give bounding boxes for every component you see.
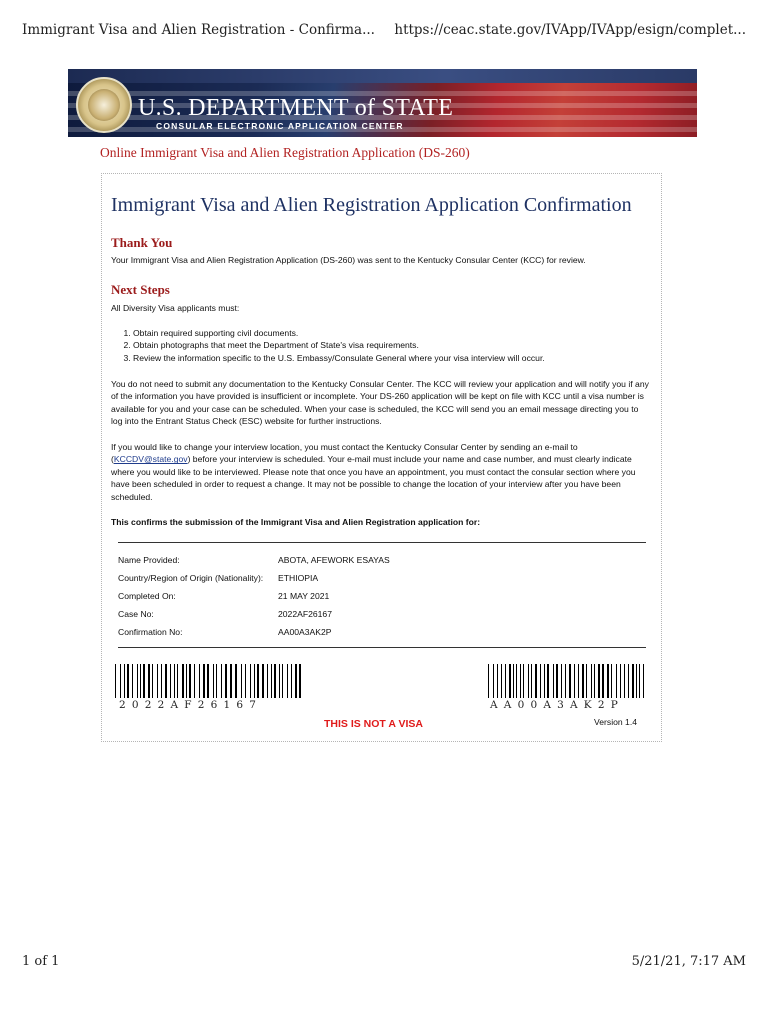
change-location-paragraph: If you would like to change your interview location, you must contact the Kentucky Consular Center by sending an e-mail to (KCCDV@state.gov) before your interview is scheduled. Your e-mail must include your name and case number, and must clearly indicate where you would like to be interviewed. Please note that once you have an appointment, you must contact the consular section where you have been scheduled in order to request a change. It may not be possible to change the location of your interview after you have been scheduled. bbox=[111, 442, 636, 502]
next-step-item: 3. Review the information specific to the U.S. Embassy/Consulate General where your visa interview will occur. bbox=[133, 352, 653, 364]
application-heading: Online Immigrant Visa and Alien Registration Application (DS-260) bbox=[100, 145, 470, 160]
print-datetime: 5/21/21, 7:17 AM bbox=[631, 954, 746, 969]
next-steps-list bbox=[121, 327, 653, 364]
not-a-visa-notice: THIS IS NOT A VISA bbox=[324, 718, 423, 730]
thank-you-heading: Thank You bbox=[111, 235, 173, 250]
detail-label: Country/Region of Origin (Nationality): bbox=[118, 573, 264, 583]
detail-row-case bbox=[118, 605, 646, 623]
next-step-item: 1. Obtain required supporting civil documents. bbox=[133, 327, 653, 339]
kcc-review-paragraph: You do not need to submit any documentation to the Kentucky Consular Center. The KCC will review your application and will notify you if any of the information you have provided is insufficient or incomplete. Your DS-260 application will be kept on file with KCC until a visa number is available for you and your case can be scheduled. When your case is scheduled, the KCC will send you an email message directing you to log into the Entrant Status Check (ESC) website for further instructions. bbox=[111, 379, 649, 427]
page-title: Immigrant Visa and Alien Registration Application Confirmation bbox=[111, 194, 632, 216]
detail-label: Confirmation No: bbox=[118, 627, 183, 637]
detail-value: AA00A3AK2P bbox=[278, 627, 332, 637]
department-of-state-banner bbox=[68, 69, 697, 137]
submission-confirms-text: This confirms the submission of the Immigrant Visa and Alien Registration application for: bbox=[111, 517, 481, 527]
detail-label: Completed On: bbox=[118, 591, 176, 601]
detail-value: ETHIOPIA bbox=[278, 573, 319, 583]
applicant-details-table bbox=[118, 551, 646, 641]
next-steps-heading: Next Steps bbox=[111, 282, 170, 297]
divider bbox=[118, 542, 646, 543]
next-step-item: 2. Obtain photographs that meet the Department of State's visa requirements. bbox=[133, 339, 653, 351]
detail-value: ABOTA, AFEWORK ESAYAS bbox=[278, 555, 390, 565]
confirmation-panel bbox=[101, 173, 662, 742]
detail-value: 2022AF26167 bbox=[278, 609, 332, 619]
print-page-title: Immigrant Visa and Alien Registration - Confirma... bbox=[22, 22, 375, 38]
version-label: Version 1.4 bbox=[594, 717, 637, 727]
page-count: 1 of 1 bbox=[22, 954, 60, 969]
detail-label: Case No: bbox=[118, 609, 154, 619]
department-of-state-seal-icon bbox=[76, 77, 132, 133]
case-number-barcode bbox=[115, 664, 301, 698]
print-page-url: https://ceac.state.gov/IVApp/IVApp/esign/complet... bbox=[394, 22, 746, 38]
banner-department-name: U.S. DEPARTMENT of STATE bbox=[138, 95, 454, 121]
thank-you-text: Your Immigrant Visa and Alien Registration Application (DS-260) was sent to the Kentucky Consular Center (KCC) for review. bbox=[111, 255, 586, 265]
confirmation-number-barcode bbox=[488, 664, 646, 698]
detail-row-name bbox=[118, 551, 646, 569]
print-footer bbox=[22, 954, 746, 974]
detail-label: Name Provided: bbox=[118, 555, 180, 565]
next-steps-intro: All Diversity Visa applicants must: bbox=[111, 303, 240, 313]
case-number-barcode-text: 2022AF26167 bbox=[119, 699, 263, 711]
kcc-email-link[interactable]: KCCDV@state.gov bbox=[113, 454, 188, 465]
confirmation-number-barcode-text: AA00A3AK2P bbox=[490, 699, 624, 711]
detail-row-completed bbox=[118, 587, 646, 605]
detail-value: 21 MAY 2021 bbox=[278, 591, 330, 601]
print-header bbox=[22, 18, 746, 40]
detail-row-nationality bbox=[118, 569, 646, 587]
banner-subtitle: CONSULAR ELECTRONIC APPLICATION CENTER bbox=[156, 121, 404, 131]
detail-row-confirmation bbox=[118, 623, 646, 641]
divider bbox=[118, 647, 646, 648]
